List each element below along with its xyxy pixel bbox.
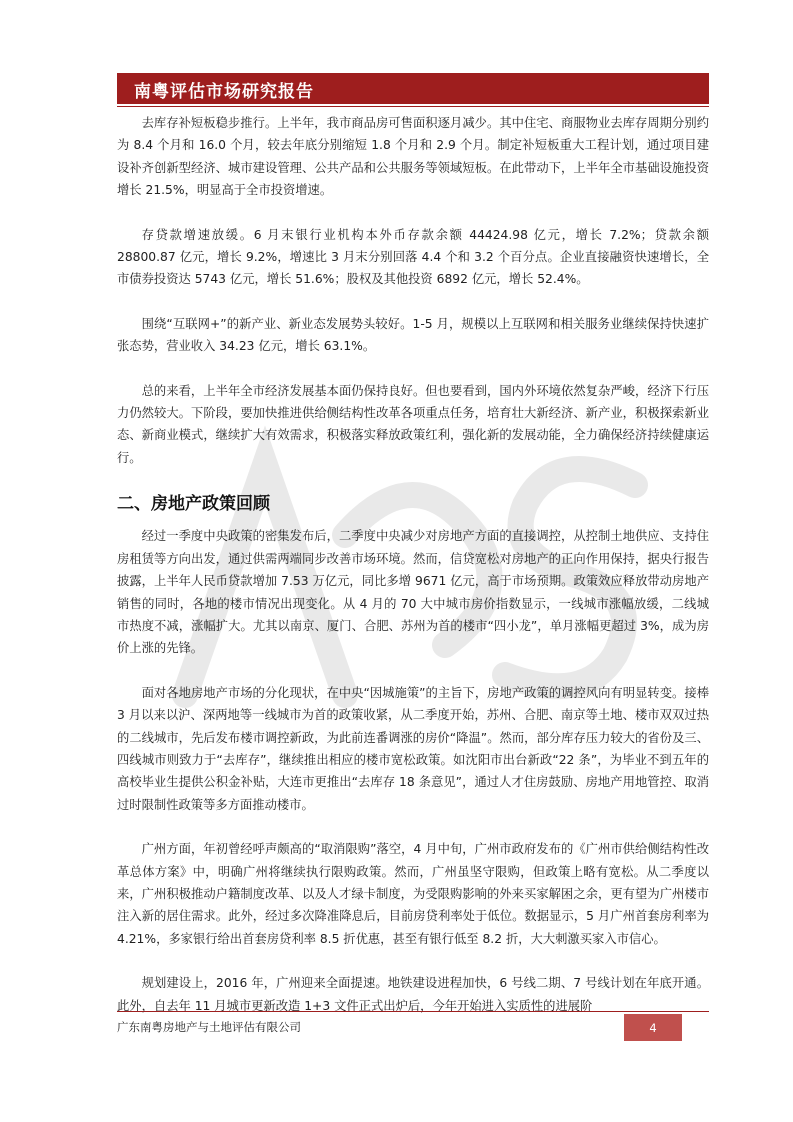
paragraph: 去库存补短板稳步推行。上半年，我市商品房可售面积逐月减少。其中住宅、商服物业去库存周期分别约为 8.4 个月和 16.0 个月，较去年底分别缩短 1.8 个月和 2.9 个月。制定补短板重大工程计划，通过项目建设补齐创新型经济、城市建设管理、公共产品和公共服务等领域短板。在此带动下，上半年全市基础设施投资增长 21.5%，明显高于全市投资增速。 <box>117 116 709 198</box>
report-title: 南粤评估市场研究报告 <box>134 82 314 102</box>
paragraph: 存贷款增速放缓。6 月末银行业机构本外币存款余额 44424.98 亿元，增长 7.2%；贷款余额 28800.87 亿元，增长 9.2%，增速比 3 月末分别回落 4.4 个和 3.2 个百分点。企业直接融资快速增长，全市债券投资达 5743 亿元，增长 51.6%；股权及其他投资 6892 亿元，增长 52.4%。 <box>117 227 709 287</box>
paragraph: 规划建设上，2016 年，广州迎来全面提速。地铁建设进程加快，6 号线二期、7 号线计划在年底开通。此外，自去年 11 月城市更新改造 1+3 文件正式出炉后，今年开始进入实质性的进展阶 <box>117 976 709 1013</box>
header-divider <box>117 106 709 107</box>
report-body <box>117 112 709 1039</box>
footer-company-name: 广东南粤房地产与土地评估有限公司 <box>117 1020 301 1034</box>
paragraph: 广州方面，年初曾经呼声颇高的“取消限购”落空，4 月中旬，广州市政府发布的《广州市供给侧结构性改革总体方案》中，明确广州将继续执行限购政策。然而，广州虽坚守限购，但政策上略有宽松。从二季度以来，广州积极推动户籍制度改革、以及人才绿卡制度，为受限购影响的外来买家解困之余，更有望为广州楼市注入新的居住需求。此外，经过多次降准降息后，目前房贷利率处于低位。数据显示，5 月广州首套房利率为 4.21%，多家银行给出首套房贷利率 8.5 折优惠，甚至有银行低至 8.2 折，大大刺激买家入市信心。 <box>117 842 709 946</box>
footer-divider <box>117 1011 709 1012</box>
section-heading: 二、房地产政策回顾 <box>117 494 270 515</box>
paragraph: 总的来看，上半年全市经济发展基本面仍保持良好。但也要看到，国内外环境依然复杂严峻，经济下行压力仍然较大。下阶段，要加快推进供给侧结构性改革各项重点任务，培育壮大新经济、新产业，积极探索新业态、新商业模式，继续扩大有效需求，积极落实释放政策红利，强化新的发展动能，全力确保经济持续健康运行。 <box>117 383 709 465</box>
paragraph: 经过一季度中央政策的密集发布后，二季度中央减少对房地产方面的直接调控，从控制土地供应、支持住房租赁等方向出发，通过供需两端同步改善市场环境。然而，信贷宽松对房地产的正向作用保持，据央行报告披露，上半年人民币贷款增加 7.53 万亿元，同比多增 9671 亿元，高于市场预期。政策效应释放带动房地产销售的同时，各地的楼市情况出现变化。从 4 月的 70 大中城市房价指数显示，一线城市涨幅放缓，二线城市热度不减，涨幅扩大。尤其以南京、厦门、合肥、苏州为首的楼市“四小龙”，单月涨幅更超过 3%，成为房价上涨的先锋。 <box>117 529 709 656</box>
paragraph: 面对各地房地产市场的分化现状，在中央“因城施策”的主旨下，房地产政策的调控风向有明显转变。接棒 3 月以来以沪、深两地等一线城市为首的政策收紧，从二季度开始，苏州、合肥、南京等土地、楼市双双过热的二线城市，先后发布楼市调控新政，为此前连番调涨的房价“降温”。然而，部分库存压力较大的省份及三、四线城市则致力于“去库存”，继续推出相应的楼市宽松政策。如沈阳市出台新政“22 条”，为毕业不到五年的高校毕业生提供公积金补贴，大连市更推出“去库存 18 条意见”，通过人才住房鼓励、房地产用地管控、取消过时限制性政策等多方面推动楼市。 <box>117 685 709 812</box>
paragraph: 围绕“互联网+”的新产业、新业态发展势头较好。1-5 月，规模以上互联网和相关服务业继续保持快速扩张态势，营业收入 34.23 亿元，增长 63.1%。 <box>117 316 709 354</box>
page-number: 4 <box>624 1014 682 1041</box>
